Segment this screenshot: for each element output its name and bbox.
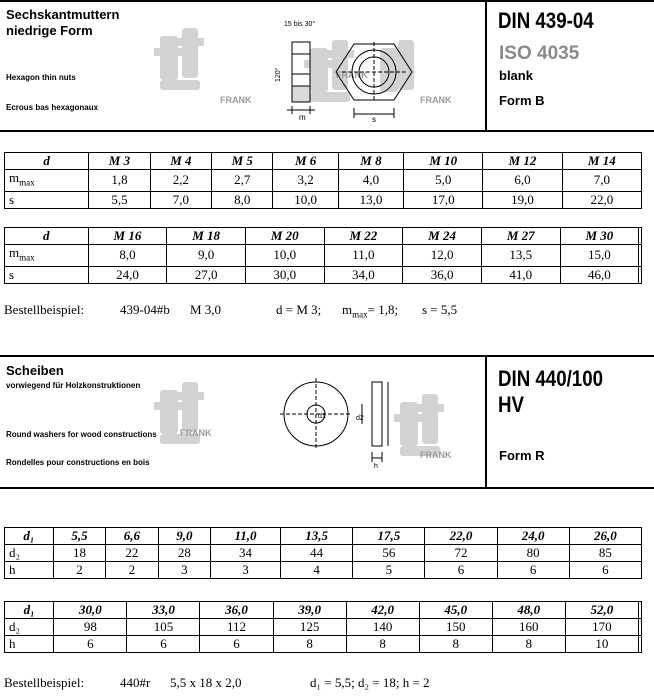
value-cell [638,619,641,636]
section1-form: Form B [499,93,545,108]
header-cell: 24,0 [497,528,569,545]
value-cell: 6 [569,562,641,579]
value-cell: 12,0 [403,245,482,267]
table-row [5,170,642,192]
value-cell: 8 [419,636,492,653]
value-cell: 150 [419,619,492,636]
header-cell [638,602,641,619]
value-cell: 85 [569,545,641,562]
value-cell: 34,0 [324,266,403,283]
order2-label: Bestellbeispiel: [4,675,85,690]
section1-standard-box [485,2,487,130]
section1-subtitle-en: Hexagon thin nuts [6,73,76,82]
header-cell: 9,0 [158,528,210,545]
header-cell: 26,0 [569,528,641,545]
value-cell: 2,7 [212,170,273,192]
value-cell [639,266,642,283]
watermark-text-1: FRANK [220,95,252,105]
value-cell: 8 [346,636,419,653]
header-cell: 22,0 [425,528,497,545]
section2-subtitle-de: vorwiegend für Holzkonstruktionen [6,381,141,390]
header-cell: 45,0 [419,602,492,619]
value-cell: 8,0 [88,245,167,267]
header-row [5,228,642,245]
header-cell: M 3 [89,153,150,170]
value-cell: 80 [497,545,569,562]
value-cell: 28 [158,545,210,562]
section2-form: Form R [499,448,545,463]
value-cell: 8 [492,636,565,653]
header-cell: 5,5 [53,528,105,545]
header-cell: 13,5 [281,528,353,545]
value-cell: 7,0 [562,170,641,192]
value-cell [638,636,641,653]
value-cell: 72 [425,545,497,562]
value-cell: 9,0 [167,245,246,267]
washer-drawing [276,374,396,469]
section1-title-line2: niedrige Form [6,23,93,38]
angle-label-2: 120° [275,67,282,82]
section1-title-line1: Sechskantmuttern [6,7,120,22]
row-label-cell: d₂ [5,545,54,562]
header-cell: M 4 [150,153,211,170]
value-cell: 3,2 [273,170,338,192]
value-cell: 10 [565,636,638,653]
row-label-cell: d₁ [5,602,54,619]
washer-h-label: h [374,463,378,469]
value-cell: 5,0 [404,170,483,192]
value-cell: 18 [53,545,105,562]
value-cell: 6 [127,636,200,653]
value-cell: 98 [54,619,127,636]
value-cell: 140 [346,619,419,636]
table-row [5,245,642,267]
value-cell: 24,0 [88,266,167,283]
table-row [5,266,642,283]
row-label-cell: d [5,153,89,170]
header-cell: M 16 [88,228,167,245]
header-cell: 6,6 [106,528,158,545]
value-cell: 3 [211,562,281,579]
header-cell: M 14 [562,153,641,170]
value-cell: 6 [54,636,127,653]
header-cell: M 24 [403,228,482,245]
header-cell: M 20 [245,228,324,245]
header-cell: 30,0 [54,602,127,619]
row-label-cell: h [5,636,54,653]
dim-m-label: m [299,113,306,122]
value-cell: 6,0 [483,170,562,192]
header-cell: M 18 [167,228,246,245]
value-cell: 4 [281,562,353,579]
header-cell: 39,0 [273,602,346,619]
value-cell: 160 [492,619,565,636]
value-cell: 10,0 [273,191,338,208]
value-cell: 7,0 [150,191,211,208]
header-cell: M 10 [404,153,483,170]
section2-order-example [4,675,644,693]
watermark-text-2: FRANK [336,70,368,80]
header-row [5,528,642,545]
order2-code: 440#r [120,675,151,690]
section1-subtitle-fr: Ecrous bas hexagonaux [6,103,99,112]
value-cell: 34 [211,545,281,562]
washer-table-2 [4,601,642,653]
row-label-cell: $m_{max}$ [5,245,89,267]
header-cell: M 5 [212,153,273,170]
section1-standard: DIN 439-04 [498,8,594,33]
value-cell: 56 [353,545,425,562]
header-cell: 48,0 [492,602,565,619]
value-cell: 5,5 [89,191,150,208]
header-row [5,602,642,619]
order-size: M 3,0 [190,302,222,317]
section2-subtitle-fr: Rondelles pour constructions en bois [6,458,150,467]
header-cell: 42,0 [346,602,419,619]
header-cell: M 8 [338,153,403,170]
table-row [5,191,642,208]
dim-s-label: s [372,115,376,122]
row-label-cell: d [5,228,89,245]
value-cell: 1,8 [89,170,150,192]
watermark-text-5: FRANK [420,450,452,460]
value-cell: 170 [565,619,638,636]
order-code: 439-04#b [120,302,170,317]
value-cell: 13,5 [481,245,560,267]
washer-d2-label: d2 [356,415,364,422]
header-cell: M 6 [273,153,338,170]
section2-standard-box [485,357,487,487]
value-cell: 44 [281,545,353,562]
section1-order-example [4,302,644,320]
order-formula-d: d = M 3; [276,302,322,317]
header-cell: 33,0 [127,602,200,619]
section1-iso: ISO 4035 [499,43,580,64]
value-cell: 19,0 [483,191,562,208]
value-cell: 4,0 [338,170,403,192]
value-cell: 27,0 [167,266,246,283]
value-cell: 6 [200,636,273,653]
value-cell: 125 [273,619,346,636]
value-cell: 2 [106,562,158,579]
washer-d1-label: d1 [318,413,326,420]
row-label-cell: s [5,266,89,283]
header-cell: M 12 [483,153,562,170]
value-cell: 2 [53,562,105,579]
value-cell: 46,0 [560,266,639,283]
nut-table-1 [4,152,642,209]
value-cell: 13,0 [338,191,403,208]
section2-title: Scheiben [6,363,64,378]
watermark-text-4: FRANK [180,428,212,438]
value-cell: 30,0 [245,266,324,283]
header-cell: M 22 [324,228,403,245]
value-cell [639,245,642,267]
hex-nut-drawing [262,14,422,122]
row-label-cell: s [5,191,89,208]
section2-standard: DIN 440/100 HV [498,366,604,417]
order-formula-m: $m_{max}= 1,8$; [342,302,399,320]
table-row [5,636,642,653]
watermark-text-3: FRANK [420,95,452,105]
header-cell: 11,0 [211,528,281,545]
section2-subtitle-en: Round washers for wood constructions [6,430,157,439]
value-cell: 5 [353,562,425,579]
value-cell: 10,0 [245,245,324,267]
value-cell: 8,0 [212,191,273,208]
header-cell: 36,0 [200,602,273,619]
value-cell: 3 [158,562,210,579]
washer-table-1 [4,527,642,579]
row-label-cell: d₁ [5,528,54,545]
header-cell: 17,5 [353,528,425,545]
value-cell: 112 [200,619,273,636]
section1-finish: blank [499,68,533,83]
row-label-cell: $m_{max}$ [5,170,89,192]
value-cell: 15,0 [560,245,639,267]
header-cell: 52,0 [565,602,638,619]
header-row [5,153,642,170]
value-cell: 22,0 [562,191,641,208]
value-cell: 22 [106,545,158,562]
value-cell: 6 [425,562,497,579]
nut-table-2 [4,227,642,284]
order2-size: 5,5 x 18 x 2,0 [170,675,242,690]
angle-label-1: 15 bis 30° [284,21,316,28]
table-row [5,545,642,562]
row-label-cell: h [5,562,54,579]
table-row [5,562,642,579]
value-cell: 11,0 [324,245,403,267]
value-cell: 17,0 [404,191,483,208]
value-cell: 8 [273,636,346,653]
table-row [5,619,642,636]
value-cell: 36,0 [403,266,482,283]
order2-formula: d₁ = 5,5; d₂ = 18; h = 2 [310,675,430,690]
row-label-cell: d₂ [5,619,54,636]
header-cell [639,228,642,245]
order-label: Bestellbeispiel: [4,302,85,317]
value-cell: 41,0 [481,266,560,283]
value-cell: 6 [497,562,569,579]
header-cell: M 27 [481,228,560,245]
header-cell: M 30 [560,228,639,245]
value-cell: 105 [127,619,200,636]
value-cell: 2,2 [150,170,211,192]
order-formula-s: s = 5,5 [422,302,458,317]
